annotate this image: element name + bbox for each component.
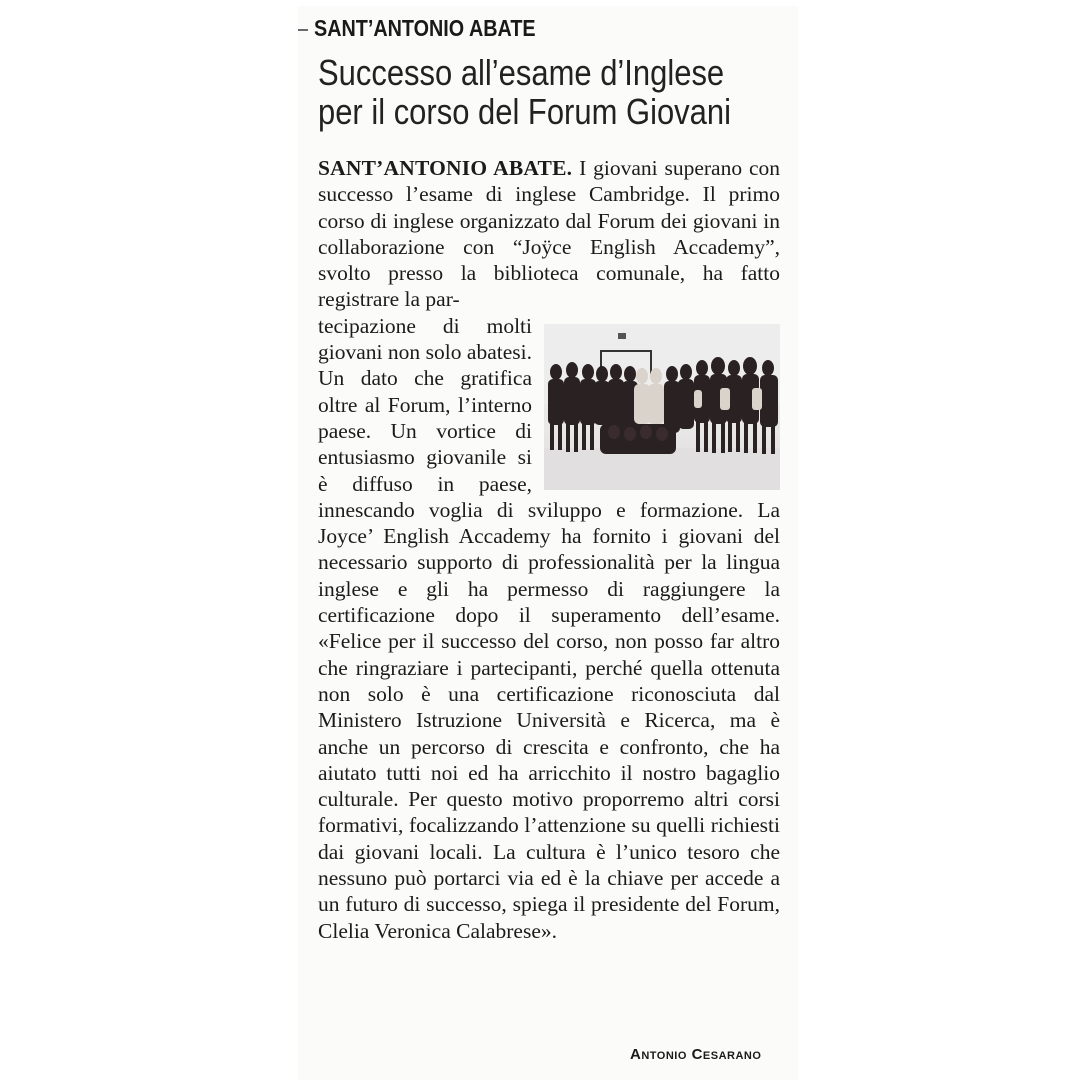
headline-line-1: Successo all’esame d’Inglese: [318, 52, 725, 93]
article-photo: [544, 324, 780, 490]
group-photo-people: [544, 324, 780, 490]
article-paragraph-main: tecipazione di molti giovani non solo abatesi. Un dato che gratifica oltre al Forum, l’interno paese. Un vortice di entusiasmo giovanile si è diffuso in paese, innescando voglia di sviluppo e formazione. La Joyce’ English Accademy ha fornito i giovani del necessario supporto di professionalità per la lingua inglese e gli ha permesso di raggiungere la certificazione dopo il superamento dell’esame. «Felice per il successo del corso, non posso far altro che ringraziare i partecipanti, perché quella ottenuta non solo è una certificazione riconosciuta dal Ministero Istruzione Università e Ricerca, ma è anche un percorso di crescita e confronto, che ha aiutato tutti noi ed ha arricchito il nostro bagaglio culturale. Per questo motivo proporremo altri corsi formativi, focalizzando l’attenzione su quelli richiesti dai giovani locali. La cultura è l’unico tesoro che nessuno può portarci via ed è la chiave per accede a un futuro di successo, spiega il presidente del Forum, Clelia Veronica Calabrese».: [318, 313, 780, 943]
section-rule: [298, 29, 308, 31]
article-body: [318, 155, 780, 944]
headline-line-2: per il corso del Forum Giovani: [318, 91, 731, 132]
headline: [318, 53, 765, 131]
byline: Antonio Cesarano: [630, 1046, 762, 1063]
article-text-intro: I giovani superano con successo l’esame di inglese Cambridge. Il primo corso di inglese organizzato dal Forum dei giovani in collaborazione con “Joÿce English Accademy”, svolto presso la biblioteca comunale, ha fatto registrare la par-: [318, 156, 780, 312]
section-label: SANT’ANTONIO ABATE: [314, 15, 536, 41]
dateline: SANT’ANTONIO ABATE.: [318, 156, 573, 180]
article-paragraph-intro: [318, 155, 780, 313]
